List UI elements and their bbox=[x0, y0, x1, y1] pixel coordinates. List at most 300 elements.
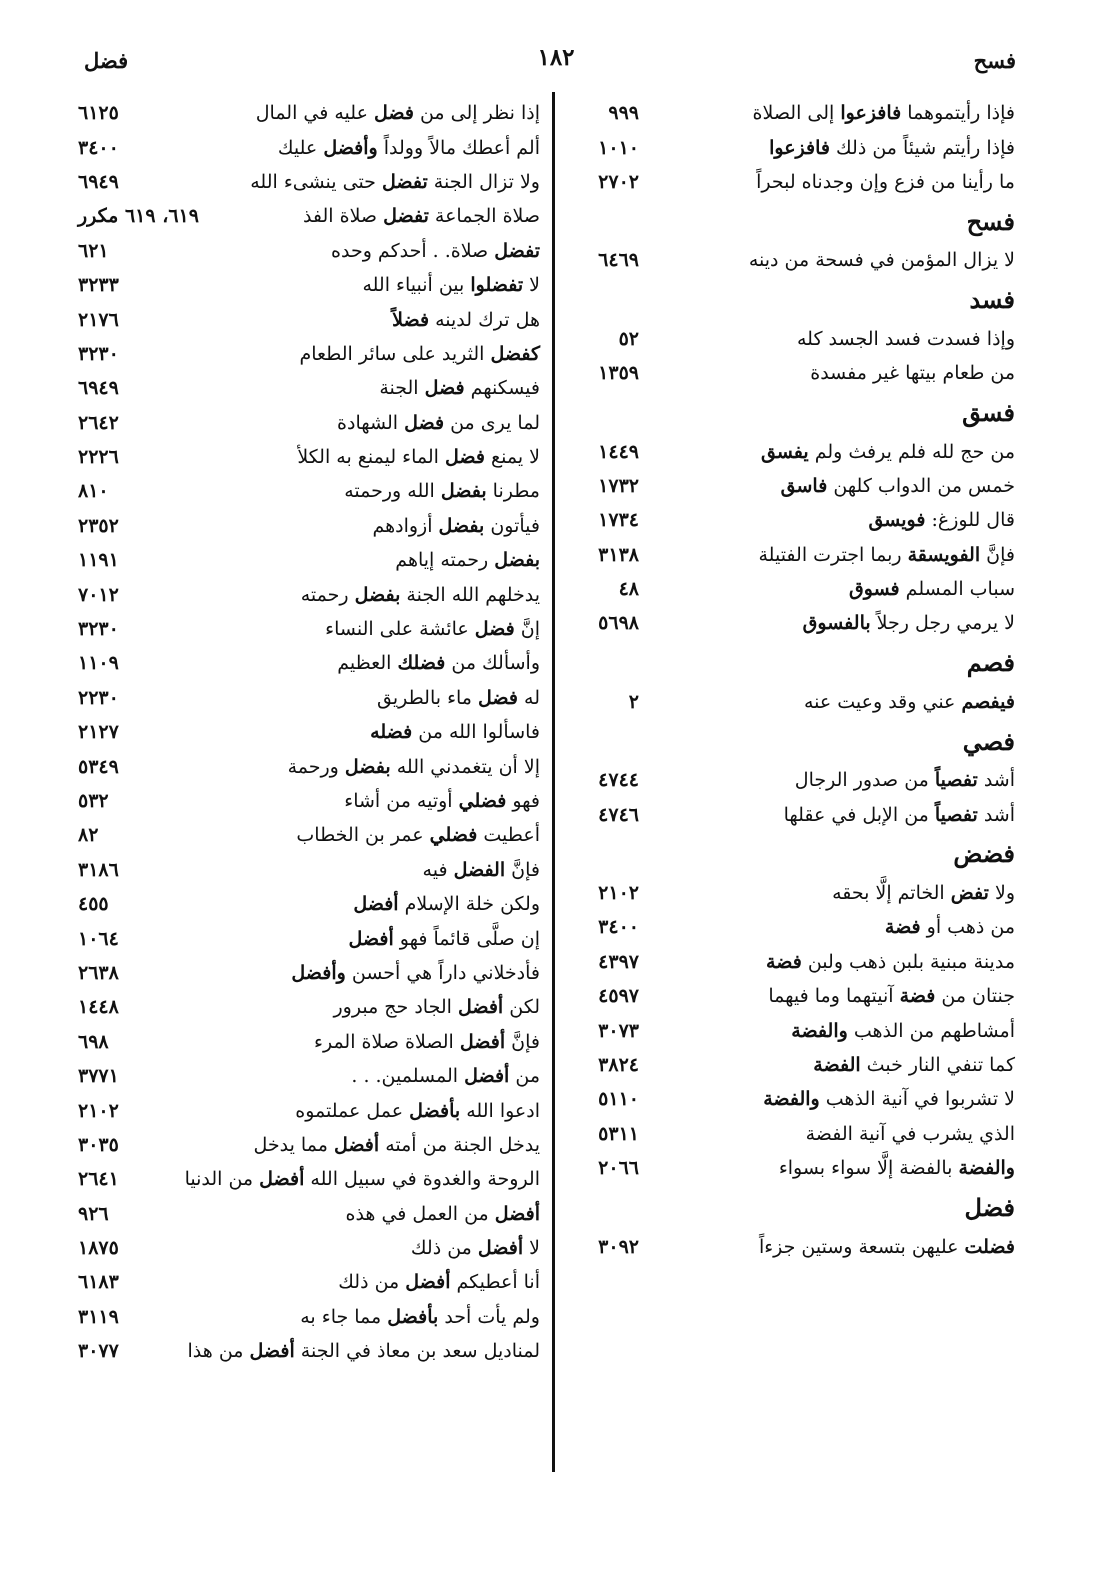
entry-reference-number: ١١٠٩ bbox=[78, 652, 119, 675]
index-entry bbox=[78, 1025, 540, 1059]
entry-reference-number: ١٠١٠ bbox=[598, 136, 639, 159]
entry-pre: فإذا رأيتم شيئاً من ذلك bbox=[829, 136, 1015, 159]
entry-reference-number: ٥٣١١ bbox=[598, 1122, 639, 1145]
index-entry bbox=[78, 956, 540, 990]
entry-text bbox=[803, 612, 1015, 634]
entry-pre: لمناديل سعد بن معاذ في الجنة bbox=[294, 1340, 540, 1363]
entry-reference-number: ٢٦٤١ bbox=[78, 1168, 119, 1191]
entry-text bbox=[804, 691, 1015, 713]
root-heading bbox=[567, 1185, 1015, 1229]
entry-text bbox=[868, 509, 1015, 531]
index-entry bbox=[567, 130, 1015, 164]
entry-keyword: فافزعوا bbox=[840, 102, 902, 125]
entry-post: رحمته إياهم bbox=[395, 549, 495, 572]
root-word: فسق bbox=[962, 397, 1015, 427]
entry-text bbox=[254, 1134, 541, 1156]
entry-pre: مدينة مبنية بلبن ذهب ولبن bbox=[801, 950, 1015, 973]
entry-pre: ولا تزال الجنة bbox=[427, 170, 540, 193]
entry-pre: لا bbox=[523, 1237, 540, 1260]
entry-keyword: فضل bbox=[373, 102, 414, 125]
index-entry bbox=[567, 572, 1015, 606]
entry-keyword: فضة bbox=[766, 950, 802, 973]
entry-reference-number: ٦٩٨ bbox=[78, 1030, 109, 1053]
index-entry bbox=[78, 199, 540, 233]
entry-reference-number: ٣٠٧٧ bbox=[78, 1340, 119, 1363]
entry-text bbox=[337, 652, 540, 674]
entry-pre: لا bbox=[523, 274, 540, 297]
entry-reference-number: ٦٢١ bbox=[78, 239, 109, 262]
entry-keyword: تفضل bbox=[494, 239, 540, 262]
entry-reference-number: ٩٩٩ bbox=[608, 102, 639, 125]
entry-text bbox=[297, 446, 540, 468]
entry-post: عمر بن الخطاب bbox=[296, 824, 430, 847]
entry-keyword: أفضل bbox=[459, 1030, 506, 1053]
entry-keyword: فضلت bbox=[964, 1235, 1015, 1258]
entry-keyword: الفضة bbox=[813, 1054, 861, 1076]
index-entry bbox=[567, 945, 1015, 979]
entry-text bbox=[395, 549, 540, 571]
entry-text bbox=[337, 412, 540, 434]
entry-keyword: فضله bbox=[370, 721, 413, 744]
entry-reference-number: ٢٣٥٢ bbox=[78, 514, 119, 537]
entry-pre: من حج لله فلم يرفث ولم bbox=[808, 440, 1015, 463]
entry-text bbox=[256, 102, 540, 124]
index-entry bbox=[78, 612, 540, 646]
entry-keyword: فيفصم bbox=[961, 690, 1015, 713]
index-entry bbox=[567, 910, 1015, 944]
entry-post: مما جاء به bbox=[300, 1305, 388, 1328]
index-entry bbox=[78, 577, 540, 611]
entry-keyword: بأفضل bbox=[387, 1305, 439, 1328]
entry-text bbox=[303, 205, 540, 227]
index-entry bbox=[78, 165, 540, 199]
entry-reference-number: ٦٩٤٩ bbox=[78, 170, 119, 193]
entry-post: ورحمة bbox=[287, 755, 345, 778]
entry-post: من ذلك bbox=[338, 1271, 406, 1294]
entry-post: الجنة bbox=[379, 377, 425, 400]
index-entry bbox=[78, 1162, 540, 1196]
entry-reference-number: ٣٢٣٣ bbox=[78, 274, 119, 297]
index-entry bbox=[78, 234, 540, 268]
index-entry bbox=[78, 784, 540, 818]
entry-post: ربما اجترت الفتيلة bbox=[758, 543, 908, 566]
entry-text bbox=[791, 1020, 1015, 1042]
entry-text bbox=[769, 137, 1015, 159]
entry-text bbox=[832, 882, 1015, 904]
entry-reference-number: ٤٥٩٧ bbox=[598, 985, 639, 1008]
entry-reference-number: ١٤٤٨ bbox=[78, 996, 119, 1019]
entry-reference-number: ٢١٧٦ bbox=[78, 308, 119, 331]
entry-pre: فيسكنهم bbox=[464, 377, 540, 400]
entry-pre: من ذهب أو bbox=[920, 916, 1015, 939]
entry-pre: الذي يشرب في آنية الفضة bbox=[805, 1122, 1015, 1145]
index-entry bbox=[78, 509, 540, 543]
entry-pre: ألم أعطك مالاً وولداً bbox=[377, 136, 540, 159]
root-heading bbox=[567, 390, 1015, 434]
entry-post: آنيتهما وما فيهما bbox=[768, 985, 900, 1008]
entry-text bbox=[885, 916, 1015, 938]
column-divider bbox=[552, 92, 555, 1472]
entry-keyword: أفضل bbox=[405, 1271, 451, 1294]
header-start-word: فسح bbox=[973, 48, 1016, 73]
entry-pre: إنَّ bbox=[514, 618, 540, 641]
entry-reference-number: ١٧٣٤ bbox=[598, 509, 639, 532]
root-word: فسد bbox=[969, 285, 1015, 315]
left-column bbox=[78, 96, 540, 1368]
entry-post: الخاتم إلَّا بحقه bbox=[832, 882, 951, 905]
index-entry bbox=[78, 1093, 540, 1127]
entry-keyword: فاسق bbox=[780, 474, 828, 497]
entry-post: إلى الصلاة bbox=[752, 102, 841, 125]
entry-pre: إلا أن يتغمدني الله bbox=[390, 755, 540, 778]
entry-post: مما يدخل bbox=[253, 1133, 334, 1156]
entry-text bbox=[813, 1054, 1015, 1076]
entry-reference-number: ١٨٧٥ bbox=[78, 1237, 119, 1260]
entry-text bbox=[849, 578, 1015, 600]
root-word: فصي bbox=[962, 726, 1015, 756]
entry-keyword: بفضل bbox=[344, 755, 391, 778]
entry-pre: أنا أعطيكم bbox=[450, 1271, 540, 1294]
entry-reference-number: ١٧٣٢ bbox=[598, 474, 639, 497]
index-entry bbox=[567, 1229, 1015, 1263]
entry-pre: وإذا فسدت فسد الجسد كله bbox=[796, 327, 1015, 350]
entry-keyword: كفضل bbox=[490, 342, 540, 365]
entry-pre: ولا bbox=[988, 882, 1015, 905]
entry-keyword: وأفضل bbox=[323, 136, 378, 159]
entry-keyword: تفصياً bbox=[934, 769, 978, 792]
entry-pre: وأسألك من bbox=[445, 652, 540, 675]
entry-pre: قال للوزغ: bbox=[925, 509, 1015, 532]
index-entry bbox=[567, 503, 1015, 537]
entry-pre: صلاة الجماعة bbox=[428, 205, 540, 228]
index-entry bbox=[567, 322, 1015, 356]
entry-post: عني وقد وعيت عنه bbox=[803, 690, 962, 713]
entry-reference-number: ٣٠٧٣ bbox=[598, 1019, 639, 1042]
entry-reference-number: ٦١٩، ٦١٩ مكرر bbox=[78, 205, 199, 228]
entry-reference-number: ٣١٣٨ bbox=[598, 543, 639, 566]
right-column bbox=[567, 96, 1015, 1264]
entry-post: الثريد على سائر الطعام bbox=[299, 342, 491, 365]
entry-text bbox=[779, 1157, 1015, 1179]
entry-text bbox=[278, 137, 540, 159]
entry-post: العظيم bbox=[337, 652, 398, 675]
entry-pre: فأدخلاني داراً هي أحسن bbox=[345, 961, 540, 984]
entry-pre: أعطيت bbox=[477, 824, 540, 847]
entry-post: عمل عملتموه bbox=[295, 1099, 410, 1122]
entry-text bbox=[325, 618, 540, 640]
entry-reference-number: ٥٦٩٨ bbox=[598, 612, 639, 635]
entry-reference-number: ٧٠١٢ bbox=[78, 583, 119, 606]
entry-reference-number: ٤٧٤٤ bbox=[598, 769, 639, 792]
entry-keyword: فضل bbox=[424, 377, 465, 400]
entry-pre: أمشاطهم من الذهب bbox=[847, 1019, 1015, 1042]
entry-reference-number: ٣٤٠٠ bbox=[598, 916, 639, 939]
entry-keyword: بفضل bbox=[440, 480, 487, 503]
index-entry bbox=[78, 130, 540, 164]
entry-reference-number: ٣٢٣٠ bbox=[78, 618, 119, 641]
entry-post: عائشة على النساء bbox=[325, 618, 475, 641]
entry-post: عليهن بتسعة وستين جزءاً bbox=[758, 1235, 965, 1258]
entry-post: فيه bbox=[422, 858, 454, 881]
index-entry bbox=[567, 1082, 1015, 1116]
entry-keyword: الفضل bbox=[453, 858, 506, 881]
entry-keyword: فضل bbox=[404, 411, 445, 434]
entry-text bbox=[761, 441, 1015, 463]
index-entry bbox=[567, 876, 1015, 910]
index-entry bbox=[78, 1128, 540, 1162]
entry-pre: جنتان من bbox=[935, 985, 1015, 1008]
entry-pre: له bbox=[517, 686, 540, 709]
entry-keyword: أفضل bbox=[477, 1237, 524, 1260]
entry-text bbox=[344, 790, 540, 812]
entry-pre: إن صلَّى قائماً فهو bbox=[393, 927, 540, 950]
index-entry bbox=[567, 1013, 1015, 1047]
root-heading bbox=[567, 719, 1015, 763]
entry-post: عليك bbox=[277, 136, 324, 159]
entry-text bbox=[377, 687, 540, 709]
entry-keyword: فضلاً bbox=[392, 308, 430, 331]
entry-keyword: بفضل bbox=[354, 583, 401, 606]
index-entry bbox=[567, 1048, 1015, 1082]
entry-keyword: فضلي bbox=[429, 824, 478, 847]
entry-reference-number: ٨٢ bbox=[78, 824, 99, 847]
index-entry bbox=[567, 165, 1015, 199]
entry-text bbox=[370, 721, 540, 743]
entry-post: بين أنبياء الله bbox=[362, 274, 471, 297]
entry-pre: أشد bbox=[977, 803, 1015, 826]
entry-pre: ولكن خلة الإسلام bbox=[398, 893, 540, 916]
entry-post: المسلمين. . . bbox=[351, 1065, 465, 1088]
entry-keyword: أفضل bbox=[259, 1168, 305, 1191]
entry-text bbox=[299, 343, 540, 365]
entry-text bbox=[349, 928, 540, 950]
entry-keyword: أفضل bbox=[464, 1065, 510, 1088]
entry-pre: خمس من الدواب كلهن bbox=[827, 474, 1015, 497]
entry-text bbox=[314, 1031, 540, 1053]
entry-pre: مطرنا bbox=[486, 480, 540, 503]
root-heading bbox=[567, 278, 1015, 322]
entry-reference-number: ٢٦٣٨ bbox=[78, 961, 119, 984]
entry-reference-number: ٦٤٦٩ bbox=[598, 249, 639, 272]
index-entry bbox=[78, 853, 540, 887]
entry-pre: لا تشربوا في آنية الذهب bbox=[819, 1088, 1015, 1111]
entry-keyword: فضل bbox=[478, 686, 518, 709]
entry-post: حتى ينشىء الله bbox=[250, 170, 382, 193]
entry-pre: أشد bbox=[977, 769, 1015, 792]
entry-post: أوتيه من أشاء bbox=[344, 790, 459, 812]
entry-post: أزوادهم bbox=[372, 514, 439, 537]
entry-keyword: أفضل bbox=[494, 1202, 540, 1225]
entry-text bbox=[295, 1100, 540, 1122]
index-entry bbox=[567, 356, 1015, 390]
root-word: فسح bbox=[966, 206, 1015, 236]
entry-pre: إذا نظر إلى من bbox=[413, 102, 540, 125]
entry-text bbox=[301, 584, 540, 606]
entry-reference-number: ٢ bbox=[628, 690, 639, 713]
entry-keyword: أفضل bbox=[249, 1340, 295, 1363]
index-entry bbox=[567, 763, 1015, 797]
entry-keyword: تفض bbox=[950, 882, 989, 905]
entry-text bbox=[291, 962, 540, 984]
entry-keyword: تفضل bbox=[383, 205, 429, 228]
entry-keyword: فضل bbox=[445, 446, 485, 469]
entry-reference-number: ٢٧٠٢ bbox=[598, 170, 639, 193]
entry-pre: الروحة والغدوة في سبيل الله bbox=[304, 1168, 540, 1191]
root-heading bbox=[567, 199, 1015, 243]
entry-pre: فإنَّ bbox=[505, 858, 540, 881]
entry-keyword: أفضل bbox=[353, 893, 399, 916]
entry-keyword: والفضة bbox=[958, 1157, 1015, 1180]
index-entry bbox=[78, 1334, 540, 1368]
entry-reference-number: ٤٧٤٦ bbox=[598, 803, 639, 826]
index-entry bbox=[567, 979, 1015, 1013]
entry-reference-number: ٦١٢٥ bbox=[78, 102, 119, 125]
entry-pre: لكن bbox=[503, 996, 540, 1019]
entry-text bbox=[763, 1088, 1015, 1110]
entry-reference-number: ٥٢ bbox=[618, 327, 639, 350]
index-entry bbox=[78, 990, 540, 1024]
entry-keyword: تفضلوا bbox=[470, 274, 524, 297]
entry-text bbox=[781, 475, 1015, 497]
entry-reference-number: ٣١٨٦ bbox=[78, 858, 119, 881]
entry-reference-number: ٢١٢٧ bbox=[78, 721, 119, 744]
header-end-word: فضل bbox=[84, 48, 129, 73]
index-entry bbox=[78, 474, 540, 508]
entry-reference-number: ١٠٦٤ bbox=[78, 927, 119, 950]
entry-post: من صدور الرجال bbox=[794, 769, 935, 792]
entry-text bbox=[379, 377, 540, 399]
entry-reference-number: ٣٨٢٤ bbox=[598, 1054, 639, 1076]
entry-pre: هل ترك لدينه bbox=[429, 308, 540, 331]
entry-reference-number: ١١٩١ bbox=[78, 549, 119, 572]
entry-pre: لا يرمي رجل رجلاً bbox=[870, 612, 1015, 635]
entry-post: الشهادة bbox=[337, 411, 405, 434]
entry-pre: فاسألوا الله من bbox=[412, 721, 540, 744]
entry-post: صلاة. . أحدكم وحده bbox=[331, 239, 495, 262]
entry-keyword: والفضة bbox=[763, 1088, 820, 1111]
entry-reference-number: ٥١١٠ bbox=[598, 1088, 639, 1111]
root-word: فضل bbox=[964, 1192, 1015, 1222]
entry-pre: فإنَّ bbox=[505, 1030, 540, 1053]
entry-pre: ولم يأت أحد bbox=[438, 1305, 540, 1328]
entry-text bbox=[188, 1340, 540, 1362]
entry-text bbox=[759, 1236, 1015, 1258]
index-entry bbox=[78, 337, 540, 371]
entry-text bbox=[423, 859, 540, 881]
entry-post: الله ورحمته bbox=[344, 480, 441, 503]
entry-keyword: فضلك bbox=[397, 652, 446, 675]
entry-pre: يدخل الجنة من أمته bbox=[379, 1133, 540, 1156]
entry-reference-number: ٣٤٠٠ bbox=[78, 136, 119, 159]
entry-text bbox=[345, 1203, 540, 1225]
entry-reference-number: ٢٠٦٦ bbox=[598, 1157, 639, 1180]
entry-post: صلاة الفذ bbox=[302, 205, 384, 228]
entry-reference-number: ٢٦٤٢ bbox=[78, 411, 119, 434]
entry-keyword: فضة bbox=[884, 916, 921, 939]
entry-keyword: الفويسقة bbox=[907, 543, 981, 566]
entry-keyword: بأفضل bbox=[409, 1099, 461, 1122]
entry-keyword: أفضل bbox=[333, 1133, 380, 1156]
entry-post: عليه في المال bbox=[255, 102, 374, 125]
entry-keyword: فافزعوا bbox=[769, 136, 830, 159]
index-entry bbox=[78, 440, 540, 474]
entry-keyword: أفضل bbox=[348, 927, 394, 950]
entry-text bbox=[334, 996, 541, 1018]
entry-keyword: فسوق bbox=[849, 578, 900, 601]
entry-post: من العمل في هذه bbox=[345, 1202, 495, 1225]
entry-text bbox=[185, 1168, 540, 1190]
entry-text bbox=[296, 824, 540, 846]
entry-keyword: أفضل bbox=[457, 996, 504, 1019]
entry-reference-number: ٤٨ bbox=[618, 578, 639, 601]
entry-text bbox=[810, 362, 1015, 384]
index-entry bbox=[78, 921, 540, 955]
entry-text bbox=[338, 1271, 540, 1293]
entry-post: ماء بالطريق bbox=[376, 686, 479, 709]
entry-text bbox=[411, 1237, 540, 1259]
index-entry bbox=[78, 818, 540, 852]
entry-pre: فيأتون bbox=[484, 514, 540, 537]
index-entry bbox=[78, 646, 540, 680]
root-word: فضض bbox=[953, 839, 1015, 869]
entry-post: الجاد حج مبرور bbox=[333, 996, 458, 1019]
entry-reference-number: ١٣٥٩ bbox=[598, 362, 639, 385]
entry-reference-number: ٥٣٤٩ bbox=[78, 755, 119, 778]
entry-keyword: بالفسوق bbox=[802, 612, 871, 635]
entry-text bbox=[795, 769, 1015, 791]
entry-text bbox=[806, 1123, 1015, 1145]
index-entry bbox=[567, 434, 1015, 468]
entry-reference-number: ٤٣٩٧ bbox=[598, 950, 639, 973]
entry-pre: لا يمنع bbox=[484, 446, 540, 469]
entry-post: الصلاة صلاة المرء bbox=[314, 1030, 460, 1053]
entry-keyword: فضة bbox=[899, 985, 936, 1008]
entry-keyword: وأفضل bbox=[291, 961, 346, 984]
entry-reference-number: ٢٢٢٦ bbox=[78, 446, 119, 469]
entry-reference-number: ٣٠٩٢ bbox=[598, 1235, 639, 1258]
entry-text bbox=[766, 951, 1015, 973]
root-heading bbox=[567, 832, 1015, 876]
entry-keyword: تفصياً bbox=[934, 803, 978, 826]
index-entry bbox=[78, 1300, 540, 1334]
index-entry bbox=[567, 538, 1015, 572]
entry-text bbox=[250, 171, 540, 193]
entry-reference-number: ٢١٠٢ bbox=[78, 1099, 119, 1122]
index-entry bbox=[78, 96, 540, 130]
entry-post: الماء ليمنع به الكلأ bbox=[297, 446, 445, 469]
entry-pre: ما رأينا من فزع وإن وجدناه لبحراً bbox=[756, 170, 1015, 193]
entry-pre: فإذا رأيتموهما bbox=[901, 102, 1015, 125]
entry-post: من ذلك bbox=[410, 1237, 478, 1260]
entry-reference-number: ٢٢٣٠ bbox=[78, 686, 119, 709]
entry-pre: سباب المسلم bbox=[899, 578, 1015, 601]
entry-reference-number: ٢١٠٢ bbox=[598, 882, 639, 905]
index-entry bbox=[567, 96, 1015, 130]
entry-text bbox=[331, 240, 540, 262]
entry-keyword: فضل bbox=[474, 618, 515, 641]
entry-text bbox=[784, 804, 1015, 826]
index-entry bbox=[567, 243, 1015, 277]
entry-keyword: والفضة bbox=[791, 1019, 848, 1042]
entry-pre: ادعوا الله bbox=[460, 1099, 540, 1122]
entry-post: بالفضة إلَّا سواء بسواء bbox=[778, 1157, 959, 1180]
index-entry bbox=[567, 685, 1015, 719]
entry-keyword: فويسق bbox=[868, 509, 926, 532]
entry-post: من الدنيا bbox=[184, 1168, 260, 1191]
entry-text bbox=[351, 1065, 540, 1087]
entry-reference-number: ٩٢٦ bbox=[78, 1202, 109, 1225]
index-entry bbox=[78, 715, 540, 749]
